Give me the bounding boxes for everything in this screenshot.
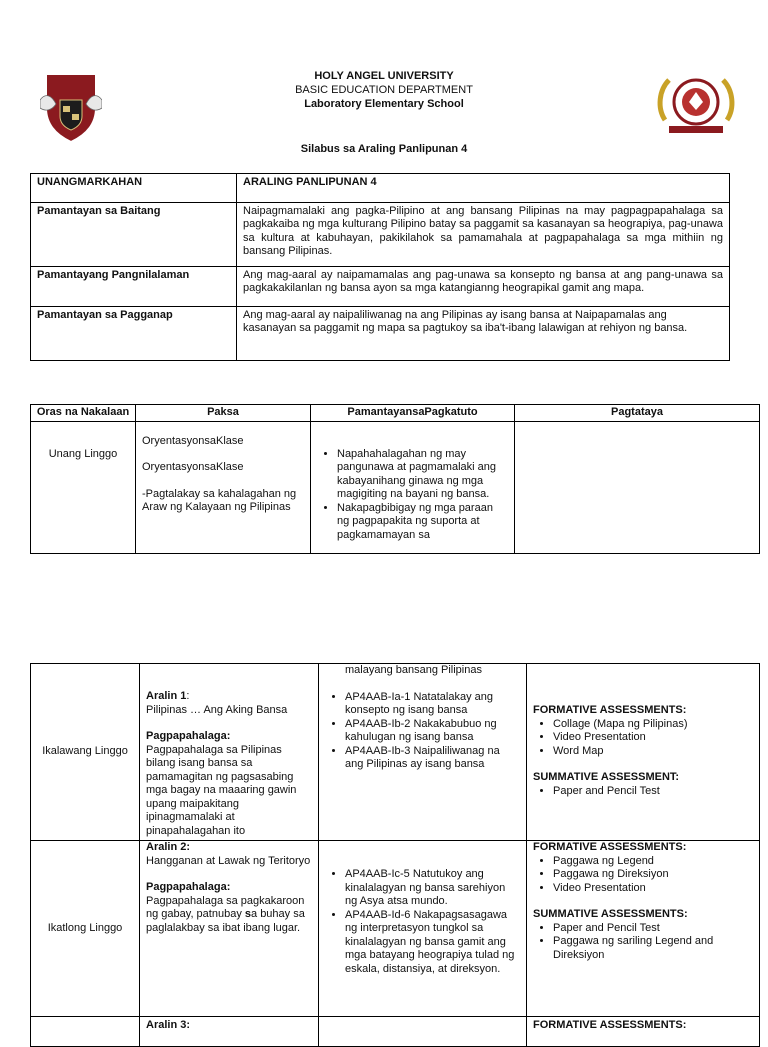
- list-item: • AP4AAB-Ic-5 Natutukoy ang kinalalagyan ng bansa sarehiyon ng Asya atsa mundo.: [345, 868, 520, 909]
- column-header-topic: Paksa: [136, 405, 311, 422]
- assessment-cell: [515, 421, 760, 553]
- formative-label: FORMATIVE ASSESSMENTS:: [533, 704, 687, 716]
- list-item: • Video Presentation: [553, 882, 753, 896]
- week-label: Ikalawang Linggo: [31, 664, 140, 841]
- list-item: • Collage (Mapa ng Pilipinas): [553, 718, 753, 732]
- table-row: [31, 266, 730, 306]
- department-name: BASIC EDUCATION DEPARTMENT: [295, 84, 473, 96]
- assessment-cell: [527, 841, 760, 1017]
- list-item: • Paper and Pencil Test: [553, 785, 753, 799]
- list-item: • AP4AAB-Ib-2 Nakakabubuo ng kahulugan ng isang bansa: [345, 718, 520, 745]
- topic-cell: [140, 841, 319, 1017]
- topic-line: OryentasyonsaKlase: [142, 461, 244, 473]
- school-name: Laboratory Elementary School: [304, 98, 464, 110]
- schedule-table-week1: [30, 404, 760, 554]
- list-item: • Nakapagbibigay ng mga paraan ng pagpapakita ng suporta at pagkamamayan sa: [337, 502, 508, 543]
- list-item: • Paggawa ng Legend: [553, 855, 753, 869]
- summative-label: SUMMATIVE ASSESSMENT:: [533, 771, 680, 783]
- table-row: [31, 1017, 760, 1047]
- row-label: Pamantayang Pangnilalaman: [31, 266, 237, 306]
- column-header-assessment: Pagtataya: [515, 405, 760, 422]
- assessment-cell: [527, 1017, 760, 1047]
- formative-label: FORMATIVE ASSESSMENTS:: [533, 1019, 687, 1031]
- competency-cell: [311, 421, 515, 553]
- document-title: Silabus sa Araling Panlipunan 4: [300, 143, 468, 155]
- value-label: Pagpapahalaga:: [146, 730, 231, 742]
- list-item: • AP4AAB-Ib-3 Naipaliliwanag na ang Pilipinas ay isang bansa: [345, 745, 520, 772]
- table-row: [31, 421, 760, 553]
- schedule-table-continued: [30, 663, 760, 1047]
- column-header-competency: PamantayansaPagkatuto: [311, 405, 515, 422]
- table-row: [31, 664, 760, 841]
- list-item: • Paper and Pencil Test: [553, 922, 753, 936]
- competency-cell: [319, 841, 527, 1017]
- list-item: • Napahahalagahan ng may pangunawa at pagmamalaki ang kabayanihang ginawa ng mga magigiting na bayani ng bansa.: [337, 448, 508, 502]
- column-header-time: Oras na Nakalaan: [31, 405, 136, 422]
- topic-line: OryentasyonsaKlase: [142, 434, 244, 447]
- table-row: [31, 202, 730, 266]
- topic-cell: [140, 664, 319, 841]
- value-text: Pagpapahalaga sa pagkakaroon ng gabay, patnubay sa buhay sa paglalakbay sa ibat ibang lugar.: [146, 894, 305, 934]
- week-label: Unang Linggo: [31, 421, 136, 553]
- list-item: • Paggawa ng sariling Legend and Direksiyon: [553, 935, 753, 962]
- lesson-heading: Aralin 3:: [146, 1019, 191, 1031]
- competency-cell: [319, 664, 527, 841]
- row-label: Pamantayan sa Pagganap: [31, 306, 237, 360]
- lesson-title: Pilipinas … Ang Aking Bansa: [146, 703, 288, 716]
- topic-cell: [136, 421, 311, 553]
- list-item: • AP4AAB-Id-6 Nakapagsasagawa ng interpretasyon tungkol sa kinalalagyan ng bansa gamit ang mga batayang heograpiya tulad ng eskala, distansiya, at direksyon.: [345, 909, 520, 977]
- row-text: Naipagmamalaki ang pagka-Pilipino at ang bansang Pilipinas na may pagpagpapahalaga sa pagkakaiba ng mga kulturang Pilipino batay sa paggamit sa kasanayan sa heograpiya, pag-unawa sa kultura at kabuhayan, pakikilahok sa pamamahala at pagpapahalaga sa mga mithiin ng bansang Pilipinas.: [237, 202, 730, 266]
- lesson-heading: Aralin 2:: [146, 841, 191, 853]
- table-row: [31, 841, 760, 1017]
- list-item: • AP4AAB-Ia-1 Natatalakay ang konsepto ng isang bansa: [345, 691, 520, 718]
- university-name: HOLY ANGEL UNIVERSITY: [314, 70, 454, 82]
- list-item: • Paggawa ng Direksiyon: [553, 868, 753, 882]
- row-text: Ang mag-aaral ay naipamamalas ang pag-unawa sa konsepto ng bansa at ang pang-unawa sa pagkakakilanlan ng bansa ayon sa mga katangianng heograpikal gamit ang mapa.: [237, 266, 730, 306]
- continued-text: malayang bansang Pilipinas: [345, 664, 482, 676]
- assessment-cell: [527, 664, 760, 841]
- topic-cell: [140, 1017, 319, 1047]
- list-item: • Video Presentation: [553, 731, 753, 745]
- topic-line: -Pagtalakay sa kahalagahan ng Araw ng Kalayaan ng Pilipinas: [142, 487, 297, 513]
- table-row: [31, 306, 730, 360]
- standards-header-row: [31, 174, 730, 203]
- lesson-heading: Aralin 1:: [146, 690, 190, 702]
- quarter-label: UNANGMARKAHAN: [31, 174, 237, 203]
- standards-table: [30, 173, 730, 361]
- week-label: [31, 1017, 140, 1047]
- competency-cell: [319, 1017, 527, 1047]
- summative-label: SUMMATIVE ASSESSMENTS:: [533, 908, 688, 920]
- value-text: Pagpapahalaga sa Pilipinas bilang isang bansa sa pamamagitan ng pagsasabing mga bagay na maaaring gawin upang maipakitang ipinagmamalaki at pinapahalagahan ito: [146, 743, 297, 837]
- value-label: Pagpapahalaga:: [146, 881, 231, 893]
- row-label: Pamantayan sa Baitang: [31, 202, 237, 266]
- subject-label: ARALING PANLIPUNAN 4: [237, 174, 730, 203]
- week-label: Ikatlong Linggo: [31, 841, 140, 1017]
- schedule-header-row: [31, 405, 760, 422]
- row-text: Ang mag-aaral ay naipaliliwanag na ang Pilipinas ay isang bansa at Naipapamalas ang kasanayan sa paggamit ng mapa sa pagtukoy sa iba't-ibang lalawigan at rehiyon ng bansa.: [237, 306, 730, 360]
- lesson-title: Hangganan at Lawak ng Teritoryo: [146, 854, 311, 867]
- formative-label: FORMATIVE ASSESSMENTS:: [533, 841, 687, 853]
- list-item: • Word Map: [553, 745, 753, 759]
